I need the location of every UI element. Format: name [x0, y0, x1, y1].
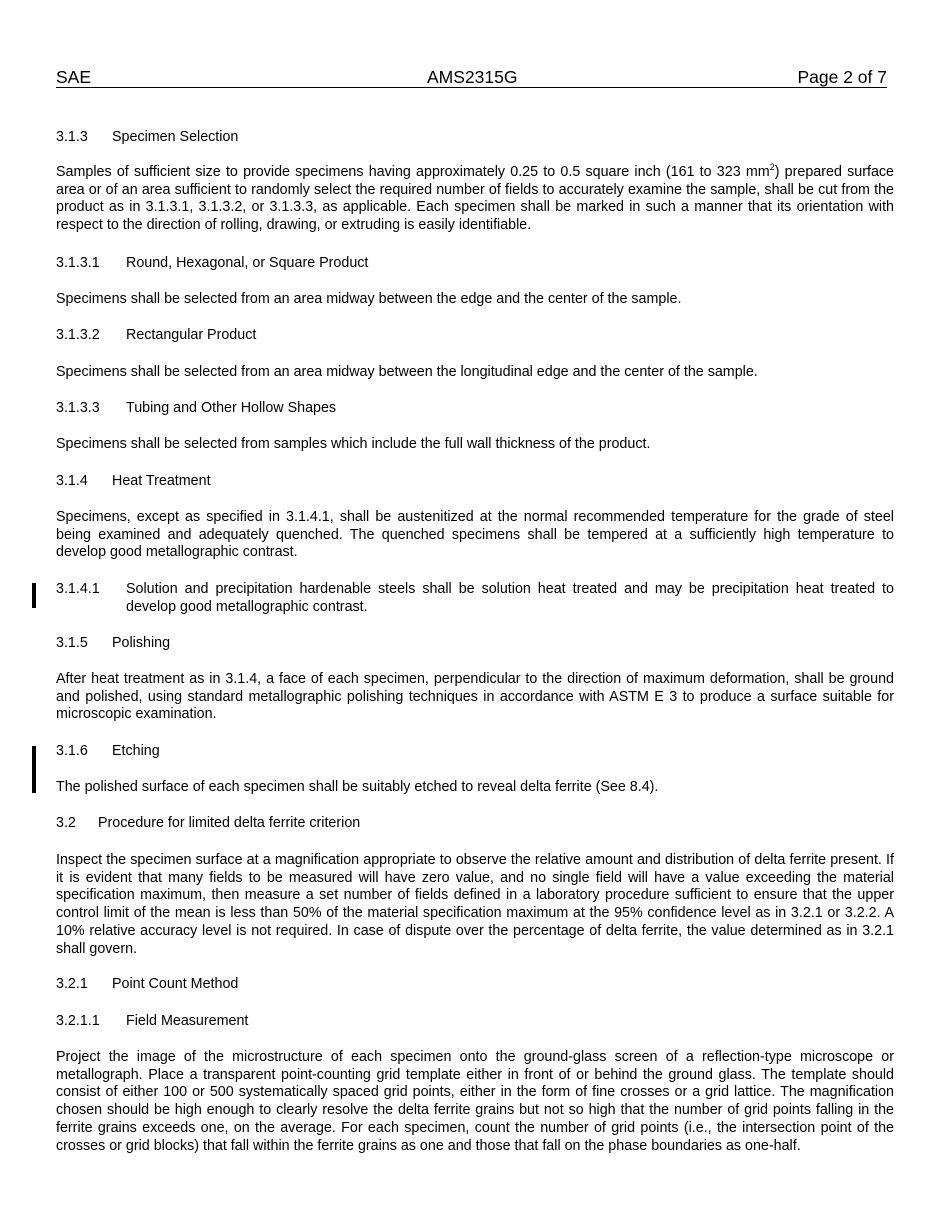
section-3-1-3-heading: 3.1.3 Specimen Selection: [56, 129, 239, 145]
section-3-1-3-body: Samples of sufficient size to provide specimens having approximately 0.25 to 0.5 square inch (161 to 323 $mm^2$) prepared surface area or of an area sufficient to randomly select the required number of fields to accurately examine the sample, shall be cut from the product as in 3.1.3.1, 3.1.3.2, or 3.1.3.3, as applicable. Each specimen shall be marked in such a manner that its orientation with respect to the direction of rolling, drawing, or extruding is easily identifiable.: [56, 162, 894, 234]
section-3-1-3-3-heading: 3.1.3.3 Tubing and Other Hollow Shapes: [56, 400, 337, 416]
header-doc-number: AMS2315G: [427, 67, 518, 87]
section-3-1-6-heading: 3.1.6 Etching: [56, 743, 160, 759]
section-3-1-3-2-body: Specimens shall be selected from an area midway between the longitudinal edge and the center of the sample.: [56, 364, 758, 380]
revision-bar: [32, 746, 36, 793]
page-header: [56, 68, 887, 88]
section-3-1-3-1-body: Specimens shall be selected from an area midway between the edge and the center of the sample.: [56, 291, 682, 307]
section-3-1-4-body: Specimens, except as specified in 3.1.4.1, shall be austenitized at the normal recommended temperature for the grade of steel being examined and adequately quenched. The quenched specimens shall be tempered at a sufficiently high temperature to develop good metallographic contrast.: [56, 509, 894, 561]
header-page-number: Page 2 of 7: [797, 67, 887, 87]
revision-bar: [32, 583, 36, 608]
section-3-2-body: Inspect the specimen surface at a magnification appropriate to observe the relative amount and distribution of delta ferrite present. If it is evident that many fields to be measured will have zero value, and no single field will have a value exceeding the material specification maximum, then measure a set number of fields defined in a laboratory procedure sufficient to ensure that the upper control limit of the mean is less than 50% of the material specification maximum at the 95% confidence level as in 3.2.1 or 3.2.2. A 10% relative accuracy level is not required. In case of dispute over the percentage of delta ferrite, the value determined as in 3.2.1 shall govern.: [56, 852, 894, 957]
section-3-2-1-1-heading: 3.2.1.1 Field Measurement: [56, 1013, 249, 1029]
section-3-1-6-body: The polished surface of each specimen shall be suitably etched to reveal delta ferrite (See 8.4).: [56, 779, 659, 795]
section-3-1-3-2-heading: 3.1.3.2 Rectangular Product: [56, 327, 257, 343]
section-3-1-4-1: 3.1.4.1 Solution and precipitation hardenable steels shall be solution heat treated and may be precipitation heat treated to develop good metallographic contrast.: [56, 581, 894, 615]
section-3-2-1-1-body: Project the image of the microstructure of each specimen onto the ground-glass screen of a reflection-type microscope or metallograph. Place a transparent point-counting grid template either in front of or behind the ground glass. The template should consist of either 100 or 500 systematically spaced grid points, either in the form of fine crosses or a grid lattice. The magnification chosen should be high enough to clearly resolve the delta ferrite grains but not so high that the number of grid points falling in the ferrite grains exceeds one, on the average. For each specimen, count the number of grid points (i.e., the intersection point of the crosses or grid blocks) that fall within the ferrite grains as one and those that fall on the phase boundaries as one-half.: [56, 1049, 894, 1154]
section-3-1-5-heading: 3.1.5 Polishing: [56, 635, 171, 651]
section-3-1-4-heading: 3.1.4 Heat Treatment: [56, 473, 211, 489]
section-3-1-3-1-heading: 3.1.3.1 Round, Hexagonal, or Square Product: [56, 255, 369, 271]
section-3-2-heading: 3.2 Procedure for limited delta ferrite criterion: [56, 815, 361, 831]
section-3-1-5-body: After heat treatment as in 3.1.4, a face of each specimen, perpendicular to the direction of maximum deformation, shall be ground and polished, using standard metallographic polishing techniques in accordance with ASTM E 3 to produce a surface suitable for microscopic examination.: [56, 671, 894, 723]
section-3-1-3-3-body: Specimens shall be selected from samples which include the full wall thickness of the product.: [56, 436, 651, 452]
section-3-2-1-heading: 3.2.1 Point Count Method: [56, 976, 239, 992]
header-org: SAE: [56, 67, 92, 87]
